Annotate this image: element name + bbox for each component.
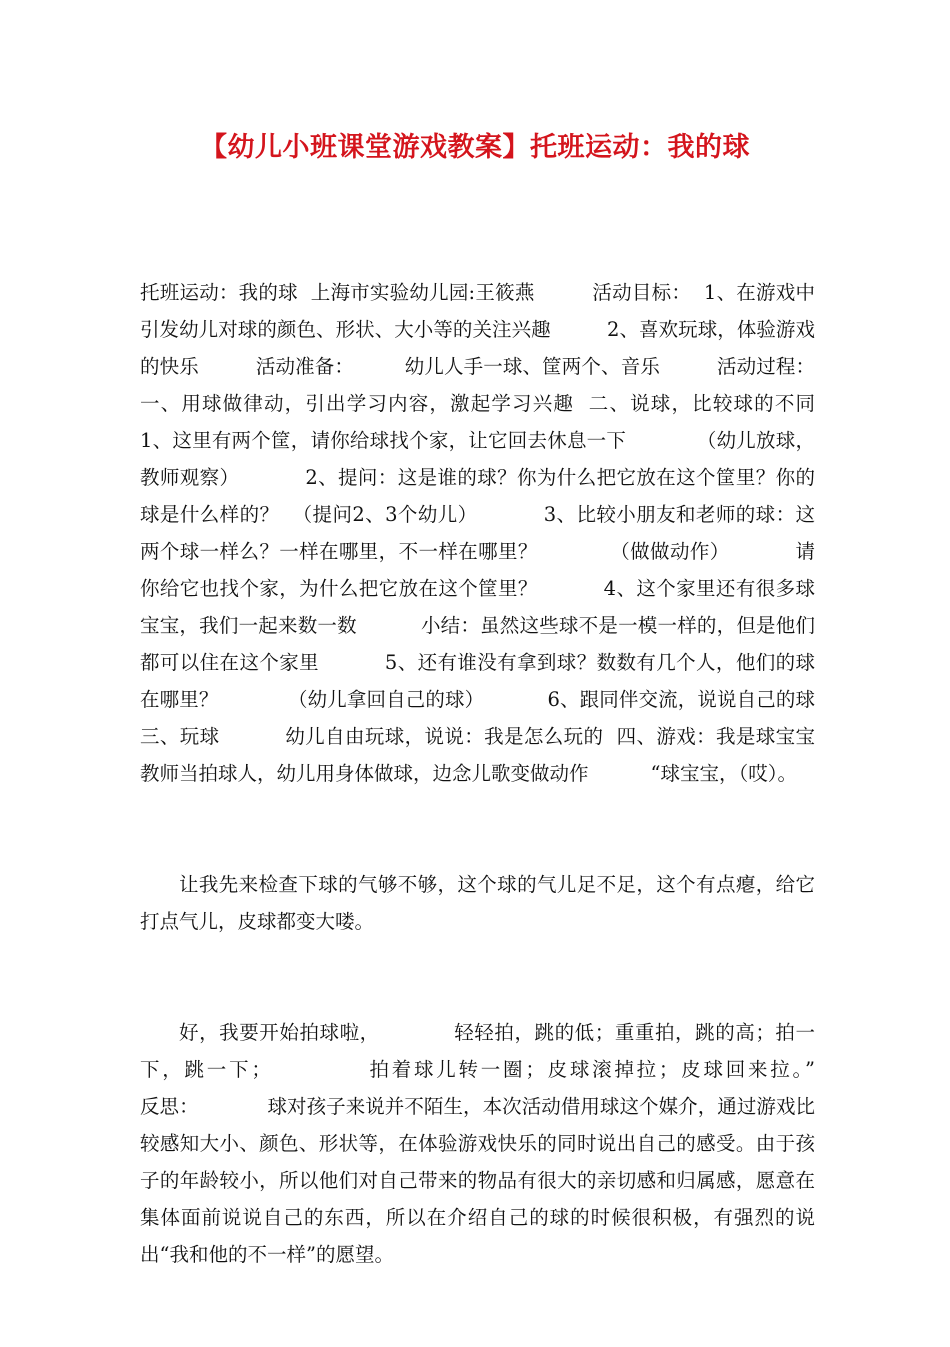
document-title: 【幼儿小班课堂游戏教案】托班运动：我的球 xyxy=(200,132,750,163)
document-body xyxy=(140,200,896,1347)
paragraph-reflection: 好，我要开始拍球啦， 轻轻拍，跳的低；重重拍，跳的高；拍一下，跳一下； 拍着球儿转一圈；皮球滚掉拉；皮球回来拉。” 反思： 球对孩子来说并不陌生，本次活动借用球这个媒介，通过游戏比较感知大小、颜色、形状等，在体验游戏快乐的同时说出自己的感受。由于孩子的年龄较小，所以他们对自己带来的物品有很大的亲切感和归属感，愿意在集体面前说说自己的东西，所以在介绍自己的球的时候很积极，有强烈的说出“我和他的不一样”的愿望。 xyxy=(140,1021,896,1266)
paragraph-lesson-plan: 托班运动：我的球 上海市实验幼儿园:王筱燕 活动目标： 1、在游戏中引发幼儿对球的颜色、形状、大小等的关注兴趣 2、喜欢玩球，体验游戏的快乐 活动准备： 幼儿人手一球、筐两个、音乐 活动过程： 一、用球做律动，引出学习内容，激起学习兴趣 二、说球，比较球的不同 1、这里有两个筐，请你给球找个家，让它回去休息一下 （幼儿放球，教师观察） 2、提问：这是谁的球？你为什么把它放在这个筐里？你的球是什么样的？ （提问2、3个幼儿） 3、比较小朋友和老师的球：这两个球一样么？一样在哪里，不一样在哪里？ （做做动作） 请你给它也找个家，为什么把它放在这个筐里？ 4、这个家里还有很多球宝宝，我们一起来数一数 小结：虽然这些球不是一模一样的，但是他们都可以住在这个家里 5、还有谁没有拿到球？数数有几个人，他们的球在哪里？ （幼儿拿回自己的球） 6、跟同伴交流，说说自己的球 三、玩球 幼儿自由玩球，说说：我是怎么玩的 四、游戏：我是球宝宝 教师当拍球人，幼儿用身体做球，边念儿歌变做动作 “球宝宝，（哎）。 xyxy=(140,281,890,785)
paragraph-ball-check: 让我先来检查下球的气够不够，这个球的气儿足不足，这个有点瘪，给它打点气儿，皮球都变大喽。 xyxy=(140,873,815,933)
